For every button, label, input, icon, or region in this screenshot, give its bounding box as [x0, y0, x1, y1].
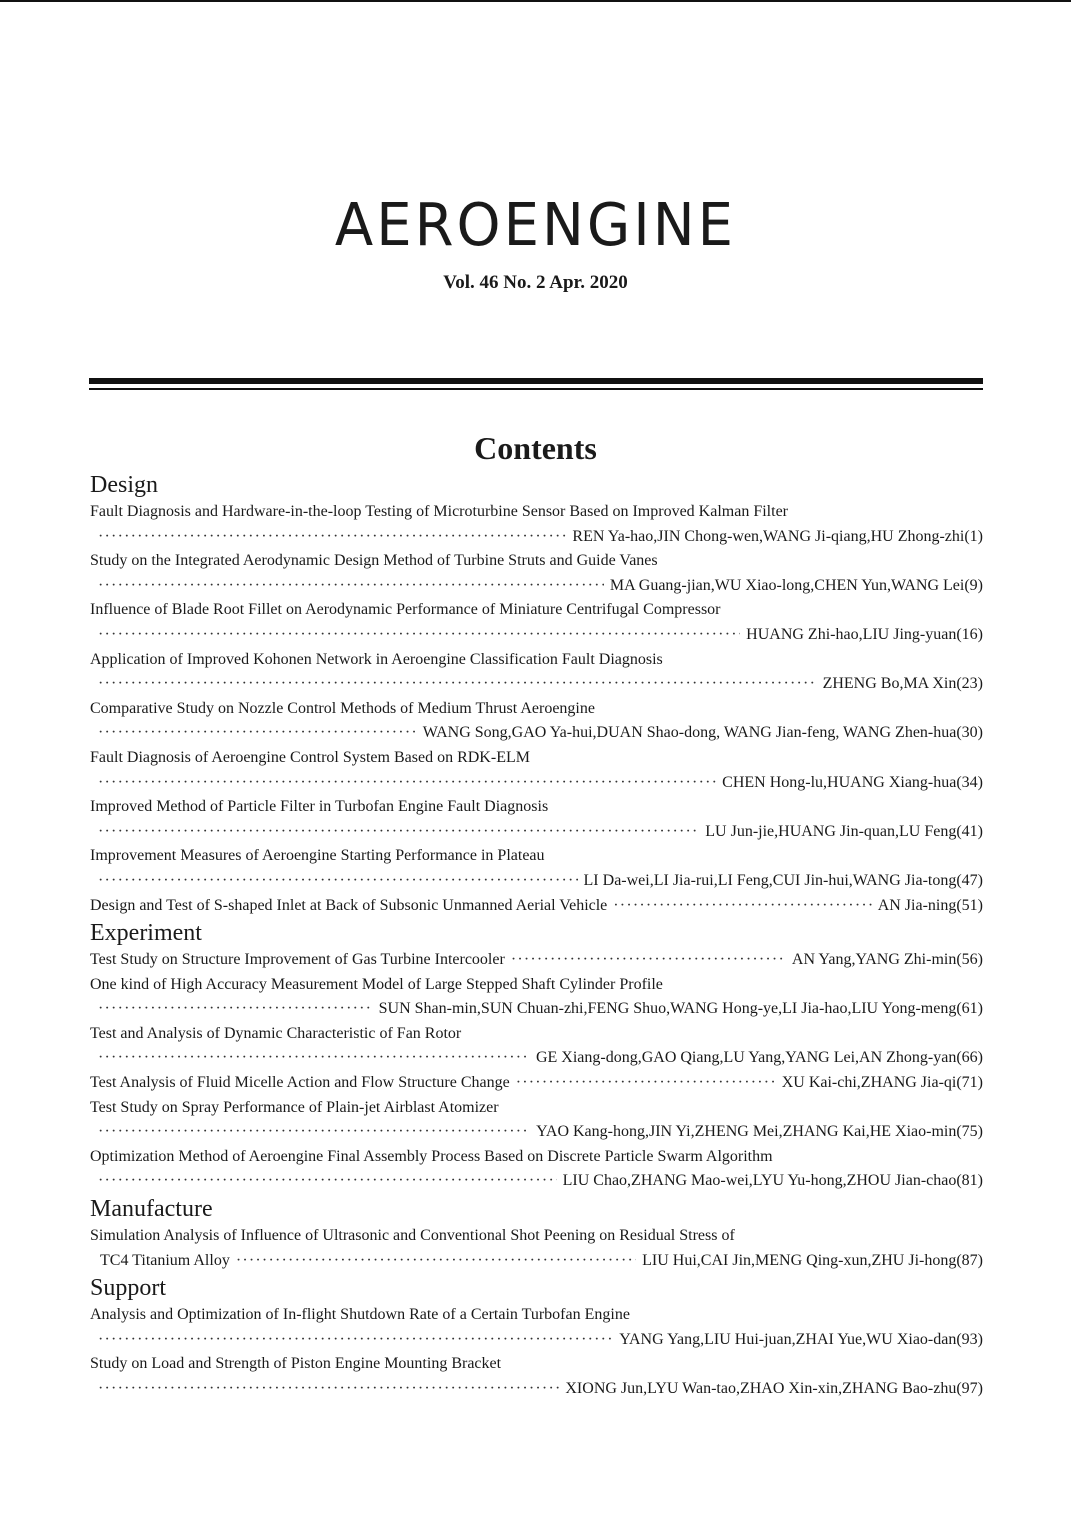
- toc-line: [90, 1071, 983, 1096]
- top-border-line: [0, 0, 1071, 2]
- toc-entry[interactable]: [90, 948, 983, 973]
- toc-entry[interactable]: [90, 1303, 983, 1352]
- entry-title: Test Study on Structure Improvement of Gas Turbine Intercooler: [90, 951, 505, 969]
- leader-dots: [98, 1120, 530, 1145]
- entry-authors-page: LI Da-wei,LI Jia-rui,LI Feng,CUI Jin-hui,WANG Jia-tong(47): [583, 871, 983, 889]
- leader-dots: [98, 574, 604, 599]
- entry-authors-page: XU Kai-chi,ZHANG Jia-qi(71): [781, 1074, 983, 1092]
- toc-line: [90, 1328, 983, 1353]
- entry-authors-page: HUANG Zhi-hao,LIU Jing-yuan(16): [746, 625, 983, 643]
- issue-info: Vol. 46 No. 2 Apr. 2020: [443, 272, 628, 293]
- toc-entry[interactable]: [90, 894, 983, 919]
- leader-dots: [98, 1377, 559, 1402]
- toc-line: [90, 1046, 983, 1071]
- divider-thin: [89, 388, 983, 390]
- entry-authors-page: GE Xiang-dong,GAO Qiang,LU Yang,YANG Lei,AN Zhong-yan(66): [535, 1049, 983, 1067]
- entry-title: Improvement Measures of Aeroengine Starting Performance in Plateau: [90, 847, 545, 865]
- entry-title: Analysis and Optimization of In-flight Shutdown Rate of a Certain Turbofan Engine: [90, 1306, 630, 1324]
- toc-entry[interactable]: [90, 973, 983, 1022]
- section-heading: Manufacture: [90, 1196, 213, 1223]
- toc-entry[interactable]: [90, 1224, 983, 1273]
- leader-dots: [236, 1249, 636, 1274]
- toc-line: [90, 820, 983, 845]
- entry-title: Simulation Analysis of Influence of Ultrasonic and Conventional Shot Peening on Residual Stress of: [90, 1227, 735, 1245]
- leader-dots: [98, 1046, 530, 1071]
- toc-entry[interactable]: [90, 1352, 983, 1401]
- entry-title: Test and Analysis of Dynamic Characteristic of Fan Rotor: [90, 1024, 462, 1042]
- contents-heading: Contents: [474, 430, 597, 466]
- toc-line: [90, 997, 983, 1022]
- toc-entry[interactable]: [90, 500, 983, 549]
- toc-entry[interactable]: [90, 1145, 983, 1194]
- leader-dots: [511, 948, 786, 973]
- entry-title-continued: TC4 Titanium Alloy: [100, 1251, 230, 1269]
- leader-dots: [98, 1328, 613, 1353]
- section-heading: Design: [90, 472, 158, 498]
- entry-title: Study on the Integrated Aerodynamic Design Method of Turbine Struts and Guide Vanes: [90, 552, 658, 570]
- leader-dots: [98, 1169, 557, 1194]
- table-of-contents: [90, 470, 983, 1402]
- toc-entry[interactable]: [90, 746, 983, 795]
- toc-line: [90, 869, 983, 894]
- entry-authors-page: AN Yang,YANG Zhi-min(56): [791, 951, 983, 969]
- leader-dots: [98, 672, 817, 697]
- toc-line: [90, 771, 983, 796]
- toc-entry[interactable]: [90, 549, 983, 598]
- leader-dots: [516, 1071, 776, 1096]
- toc-line: [90, 525, 983, 550]
- entry-authors-page: LU Jun-jie,HUANG Jin-quan,LU Feng(41): [705, 822, 983, 840]
- entry-authors-page: YANG Yang,LIU Hui-juan,ZHAI Yue,WU Xiao-dan(93): [619, 1330, 983, 1348]
- toc-entry[interactable]: [90, 1096, 983, 1145]
- section-heading: Experiment: [90, 920, 202, 947]
- toc-entry[interactable]: [90, 648, 983, 697]
- section-heading: Support: [90, 1275, 167, 1302]
- entry-title: Application of Improved Kohonen Network in Aeroengine Classification Fault Diagnosis: [90, 650, 663, 668]
- toc-entry[interactable]: [90, 598, 983, 647]
- entry-authors-page: SUN Shan-min,SUN Chuan-zhi,FENG Shuo,WANG Hong-ye,LI Jia-hao,LIU Yong-meng(61): [378, 1000, 983, 1018]
- entry-title: Fault Diagnosis and Hardware-in-the-loop Testing of Microturbine Sensor Based on Improved Kalman Filter: [90, 503, 788, 520]
- toc-line: [90, 1377, 983, 1402]
- entry-title: Comparative Study on Nozzle Control Methods of Medium Thrust Aeroengine: [90, 699, 595, 717]
- entry-authors-page: XIONG Jun,LYU Wan-tao,ZHAO Xin-xin,ZHANG Bao-zhu(97): [565, 1380, 983, 1397]
- entry-authors-page: MA Guang-jian,WU Xiao-long,CHEN Yun,WANG Lei(9): [609, 576, 983, 594]
- entry-authors-page: REN Ya-hao,JIN Chong-wen,WANG Ji-qiang,HU Zhong-zhi(1): [572, 527, 983, 545]
- toc-line: [90, 1249, 983, 1274]
- toc-line: [90, 1169, 983, 1194]
- toc-line: [90, 623, 983, 648]
- entry-authors-page: LIU Chao,ZHANG Mao-wei,LYU Yu-hong,ZHOU Jian-chao(81): [562, 1172, 983, 1190]
- leader-dots: [98, 771, 716, 796]
- entry-title: Optimization Method of Aeroengine Final Assembly Process Based on Discrete Particle Swarm Algorithm: [90, 1147, 773, 1165]
- entry-title: Study on Load and Strength of Piston Engine Mounting Bracket: [90, 1355, 502, 1373]
- entry-authors-page: CHEN Hong-lu,HUANG Xiang-hua(34): [722, 773, 983, 791]
- entry-authors-page: ZHENG Bo,MA Xin(23): [822, 675, 983, 693]
- toc-entry[interactable]: [90, 1071, 983, 1096]
- entry-title: Test Analysis of Fluid Micelle Action and Flow Structure Change: [90, 1074, 510, 1092]
- toc-line: [90, 1120, 983, 1145]
- entry-title: Influence of Blade Root Fillet on Aerodynamic Performance of Miniature Centrifugal Compressor: [90, 601, 721, 619]
- entry-title: Fault Diagnosis of Aeroengine Control System Based on RDK-ELM: [90, 748, 530, 766]
- entry-title: One kind of High Accuracy Measurement Model of Large Stepped Shaft Cylinder Profile: [90, 975, 663, 993]
- entry-authors-page: AN Jia-ning(51): [877, 896, 983, 914]
- entry-title: Improved Method of Particle Filter in Turbofan Engine Fault Diagnosis: [90, 798, 549, 816]
- toc-entry[interactable]: [90, 1022, 983, 1071]
- entry-authors-page: LIU Hui,CAI Jin,MENG Qing-xun,ZHU Ji-hong(87): [642, 1251, 983, 1269]
- entry-title: Design and Test of S-shaped Inlet at Back of Subsonic Unmanned Aerial Vehicle: [90, 896, 608, 914]
- toc-line: [90, 948, 983, 973]
- leader-dots: [98, 820, 699, 845]
- toc-entry[interactable]: [90, 795, 983, 844]
- divider-thick: [89, 378, 983, 384]
- entry-authors-page: WANG Song,GAO Ya-hui,DUAN Shao-dong, WANG Jian-feng, WANG Zhen-hua(30): [422, 724, 983, 742]
- entry-title: Test Study on Spray Performance of Plain-jet Airblast Atomizer: [90, 1098, 499, 1116]
- leader-dots: [98, 869, 578, 894]
- toc-entry[interactable]: [90, 844, 983, 893]
- toc-line: [90, 721, 983, 746]
- toc-entry[interactable]: [90, 697, 983, 746]
- journal-title: AEROENGINE: [334, 191, 737, 260]
- leader-dots: [98, 525, 566, 550]
- toc-line: [90, 894, 983, 919]
- leader-dots: [98, 997, 373, 1022]
- leader-dots: [98, 623, 740, 648]
- entry-authors-page: YAO Kang-hong,JIN Yi,ZHENG Mei,ZHANG Kai,HE Xiao-min(75): [536, 1123, 983, 1141]
- toc-line: [90, 672, 983, 697]
- toc-line: [90, 574, 983, 599]
- leader-dots: [98, 721, 417, 746]
- leader-dots: [613, 894, 871, 919]
